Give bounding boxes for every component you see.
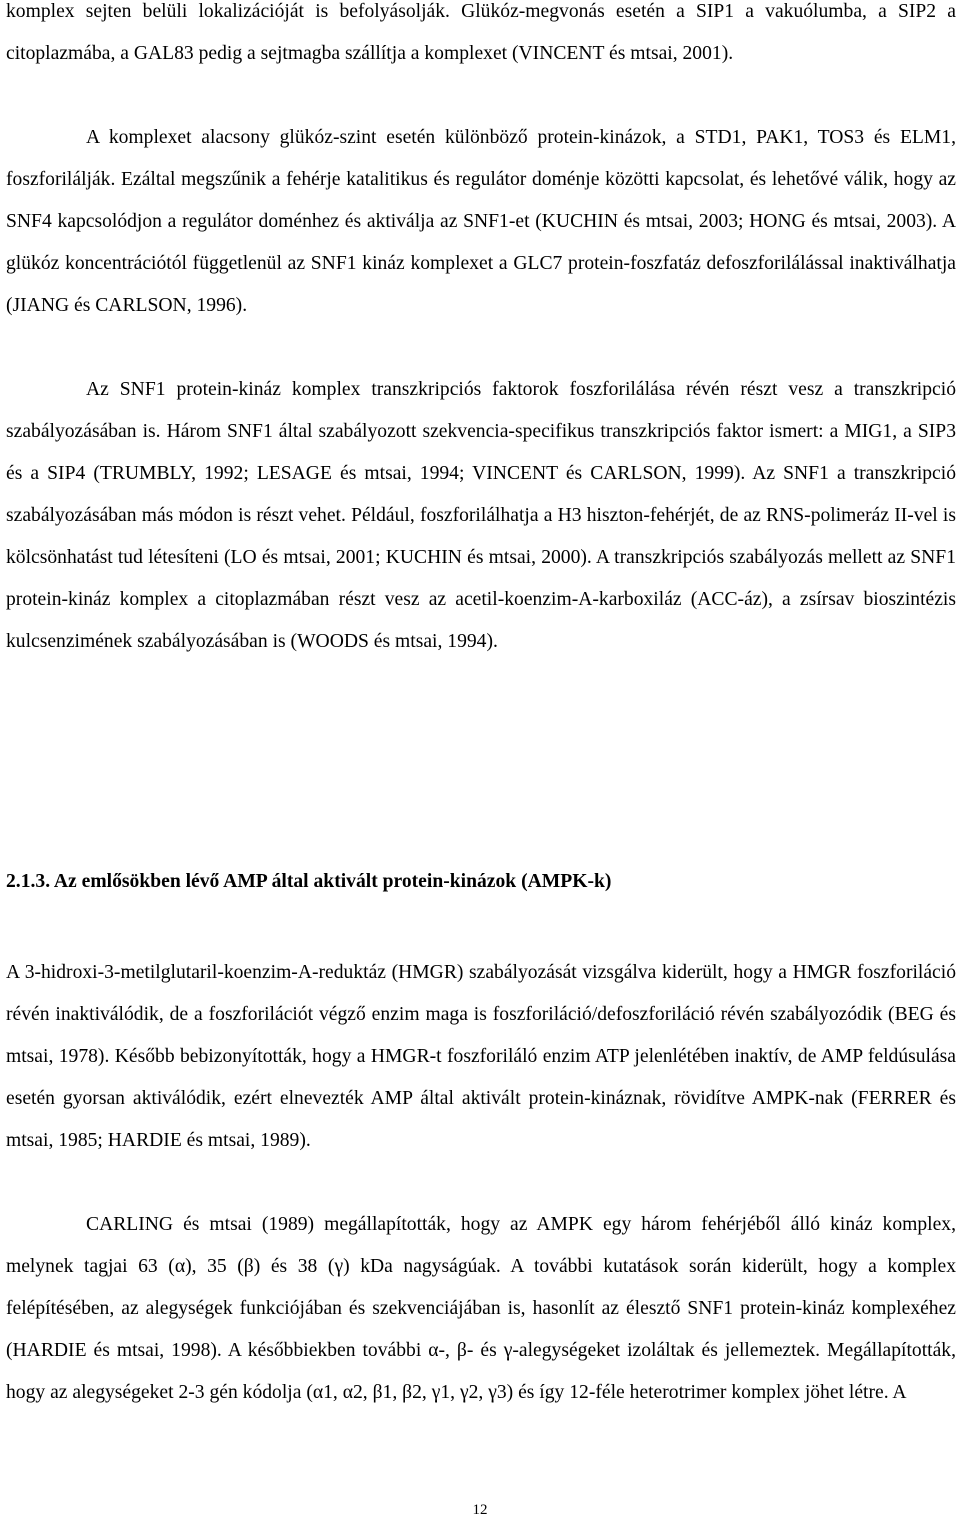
page-number: 12 <box>472 1502 488 1518</box>
paragraph-2: A komplexet alacsony glükóz-szint esetén különböző protein-kinázok, a STD1, PAK1, TOS3 és ELM1, foszforilálják. Ezáltal megszűnik a fehérje katalitikus és regulátor doménje közötti kapcsolat, és lehetővé válik, hogy az SNF4 kapcsolódjon a regulátor doménhez és aktiválja az SNF1-et (KUCHIN és mtsai, 2003; HONG és mtsai, 2003). A glükóz koncentrációtól függetlenül az SNF1 kináz komplexet a GLC7 protein-foszfatáz defoszforilálással inaktiválhatja (JIANG és CARLSON, 1996). <box>6 127 956 316</box>
paragraph-4: A 3-hidroxi-3-metilglutaril-koenzim-A-reduktáz (HMGR) szabályozását vizsgálva kiderült, hogy a HMGR foszforiláció révén inaktiválódik, de a foszforilációt végző enzim maga is foszforiláció/defoszforiláció révén szabályozódik (BEG és mtsai, 1978). Később bebizonyították, hogy a HMGR-t foszforiláló enzim ATP jelenlétében inaktív, de AMP feldúsulása esetén gyorsan aktiválódik, ezért elnevezték AMP által aktivált protein-kináznak, rövidítve AMPK-nak (FERRER és mtsai, 1985; HARDIE és mtsai, 1989). <box>6 962 956 1151</box>
paragraph-5: CARLING és mtsai (1989) megállapították, hogy az AMPK egy három fehérjéből álló kináz komplex, melynek tagjai 63 (α), 35 (β) és 38 (γ) kDa nagyságúak. A további kutatások során kiderült, hogy a komplex felépítésében, az alegységek funkciójában és szekvenciájában is, hasonlít az élesztő SNF1 protein-kináz komplexéhez (HARDIE és mtsai, 1998). A későbbiekben további α-, β- és γ-alegységeket izoláltak és jellemeztek. Megállapították, hogy az alegységeket 2-3 gén kódolja (α1, α2, β1, β2, γ1, γ2, γ3) és így 12-féle heterotrimer komplex jöhet létre. A <box>6 1214 956 1403</box>
paragraph-3: Az SNF1 protein-kináz komplex transzkripciós faktorok foszforilálása révén részt vesz a transzkripció szabályozásában is. Három SNF1 által szabályozott szekvencia-specifikus transzkripciós faktor ismert: a MIG1, a SIP3 és a SIP4 (TRUMBLY, 1992; LESAGE és mtsai, 1994; VINCENT és CARLSON, 1999). Az SNF1 a transzkripció szabályozásában más módon is részt vehet. Például, foszforilálhatja a H3 hiszton-fehérjét, de az RNS-polimeráz II-vel is kölcsönhatást tud létesíteni (LO és mtsai, 2001; KUCHIN és mtsai, 2000). A transzkripciós szabályozás mellett az SNF1 protein-kináz komplex a citoplazmában részt vesz az acetil-koenzim-A-karboxiláz (ACC-áz), a zsírsav bioszintézis kulcsenzimének szabályozásában is (WOODS és mtsai, 1994). <box>6 379 956 652</box>
paragraph-1: komplex sejten belüli lokalizációját is befolyásolják. Glükóz-megvonás esetén a SIP1 a vakuólumba, a SIP2 a citoplazmába, a GAL83 pedig a sejtmagba szállítja a komplexet (VINCENT és mtsai, 2001). <box>6 1 956 64</box>
section-heading: 2.1.3. Az emlősökben lévő AMP által aktivált protein-kinázok (AMPK-k) <box>6 871 612 892</box>
